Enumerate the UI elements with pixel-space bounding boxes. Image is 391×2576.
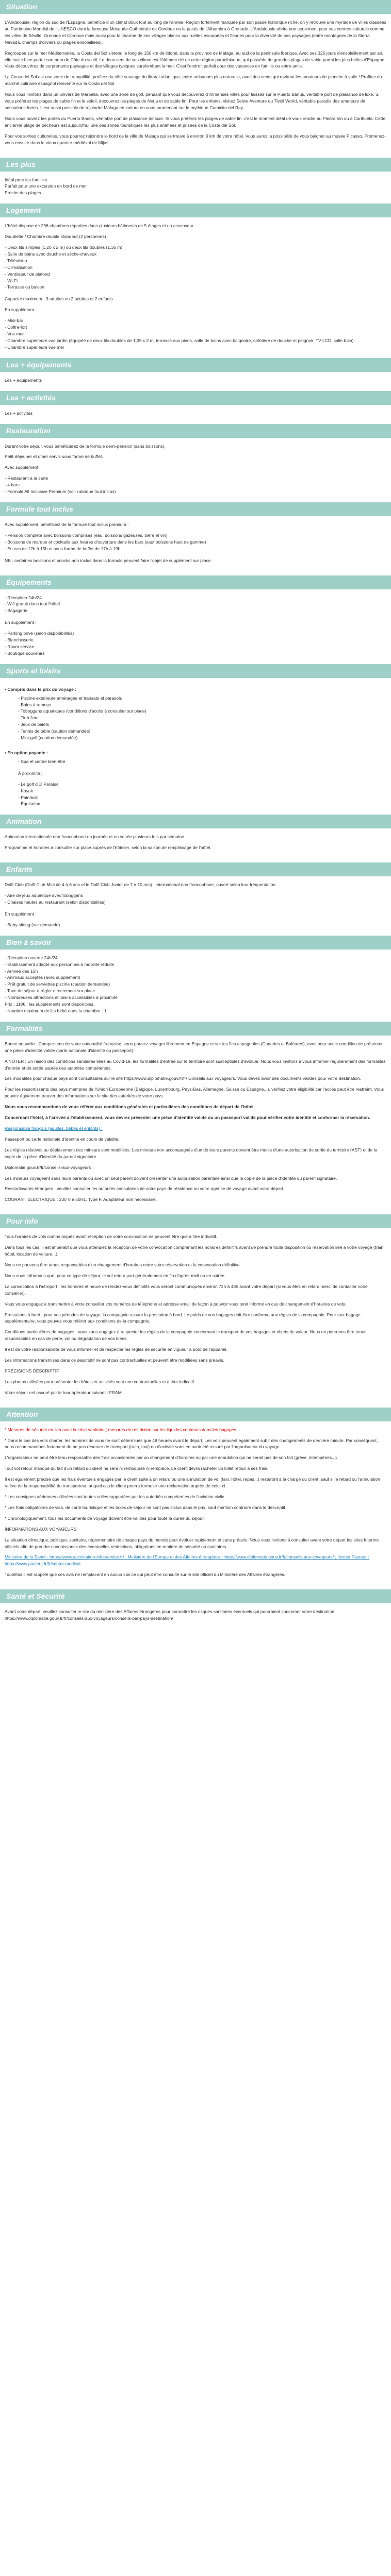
attention-warning: * Mesures de sécurité en lien avec la crise sanitaire ; mesures de restriction sur les liquides contenus dans les bagages [5, 1427, 236, 1432]
situation-paragraph: Nous vous ouvrez les portes du Puerto Banús, véritable port de plaisance de luxe. Si vous préférez les plages de sable fin, c'est le moment idéal de vous rendre au Piedra Inn ou à Carihuela. Cette ancienne plage de pêcheurs est aujourd'hui une des zones touristiques les plus animées et prisées de la Costa del Sol. [5, 115, 386, 128]
list-item: - Climatisation [5, 264, 32, 270]
sports-heading-text: En option payante : [7, 750, 48, 755]
list-item: - Arrivée dès 15h [5, 968, 38, 974]
enfants-section [0, 876, 391, 936]
pourinfo-paragraph: Votre séjour est assuré par le tour opérateur suivant : FRAM [5, 1389, 122, 1395]
list-item: - Établissement adapté aux personnes à mobilité réduite [5, 961, 115, 967]
logement-paragraph: Doublette / Chambre double standard (2 personnes) : [5, 234, 109, 240]
attention-paragraph: * Chronologiquement, tous les documents de voyage doivent être valides pour toute la durée du séjour. [5, 1515, 205, 1521]
list-item: - Restaurant à la carte [5, 476, 48, 481]
formalites-paragraph: Ressortissants étrangers : veuillez consulter les autorités consulaires de votre pays de résidence ou votre agence de voyage avant votre départ. [5, 1186, 285, 1192]
pourinfo-paragraph: Les photos utilisées pour présenter les hôtels et activités sont non contractuelles et à titre indicatif. [5, 1379, 196, 1384]
list-item: - Room service [5, 643, 35, 649]
sante-paragraph: Avant votre départ, veuillez consulter le site du ministère des Affaires étrangères pour connaître les risques sanitaires éventuels qui pourraient concerner votre destination : https://www.diplomatie.gouv.fr/fr/conseils-aux-voyageurs/conseils-par-pays-destination/ [5, 1609, 337, 1621]
section-banner-formalites: Formalités [0, 1022, 391, 1036]
list-item: - Coffre-fort [5, 325, 27, 330]
list-item: - Chaises hautes au restaurant (selon disponibilités) [5, 899, 106, 905]
list-item: Idéal pour les familles [5, 177, 47, 182]
section-banner-bien: Bien à savoir [0, 936, 391, 950]
list-item: Les + équipements [5, 377, 42, 383]
list-item: - Ventilateur de plafond [5, 271, 50, 277]
list-item: - Mini-bar [5, 318, 23, 324]
section-banner-sante: Santé et Sécurité [0, 1589, 391, 1603]
list-item: - Deux lits simples (1,20 x 2 m) ou deux lits doubles (1,35 m) [5, 245, 123, 250]
formalites-paragraph: Les règles relatives au déplacement des mineurs sont modifiées. Les mineurs non accompagnés d'un de leurs parents doivent être munis d'une autorisation de sortie du territoire (AST) et de la copie de la pièce d'identité du parent signataire. [5, 1147, 378, 1159]
formalites-link[interactable]: Responsable français (adultes, bébés et enfants) : [5, 1126, 103, 1131]
attention-paragraph: Tout vol retour manqué du fait d'un retard du client ne sera ni remboursé ni remplacé. Le client devra racheter un billet retour à ses frais. [5, 1466, 269, 1471]
pourinfo-paragraph: Conditions particulières de bagages : vous vous engagez à respecter les règles de la compagnie concernant le transport de vos bagages et objets de valeur. Nous ne pourrions être tenus responsables en cas de perte, vol ou dégradation de vos biens. [5, 1329, 367, 1342]
sports-heading-option: • En option payante : [5, 750, 48, 755]
formule-paragraph: Avec supplément, bénéficiez de la formule tout inclus premium : [5, 521, 129, 527]
list-item: - Réception ouverte 24h/24 [5, 955, 58, 960]
list-item: - Boutique souvenirs [5, 650, 45, 656]
list-item: - Mini-golf (caution demandée) [18, 735, 78, 741]
pourinfo-section [0, 1228, 391, 1407]
pourinfo-paragraph: La convocation à l'aéroport : les horaires et heure de rendez-vous définitifs vous seront communiqués environ 72h à 48h avant votre départ (si vous êtes en retard merci de contacter votre conseiller). [5, 1283, 368, 1296]
situation-paragraph: Regroupée sur la mer Méditerranée, la Costa del Sol s'étend le long de 150 km de littoral, dans la province de Málaga, au sud de la péninsule Ibérique. Avec ses 325 jours d'ensoleillement par an, elle invite bien porter son nom de Côte du soleil. Le doux vent de ses climat est l'élément clé de cette région paradisiaque, qui possède de grandes plages de sable parmi les plus belles d'Espagne. Vous découvrirez de surprenants paysages et des villages typiques surplombant la mer. C'est l'endroit parfait pour des vacances en famille ou entre amis. [5, 50, 386, 69]
pourinfo-paragraph: Il est de votre responsabilité de vous informer et de respecter les règles de sécurité en vigueur à bord de l'appareil. [5, 1347, 228, 1352]
list-item: Parfait pour une excursion en bord de mer [5, 183, 87, 189]
plus-section [0, 172, 391, 204]
sports-heading-included: • Compris dans le prix du voyage : [5, 686, 77, 692]
attention-paragraph: Toutefois il est rappelé que ces avis ne remplacent en aucun cas ce qui peut être consulté sur le site officiel du Ministère des Affaires étrangères. [5, 1572, 285, 1578]
list-item: - Télévision [5, 258, 27, 263]
animation-paragraph: Animation internationale non francophone en journée et en soirée plusieurs fois par semaine. [5, 834, 186, 840]
situation-paragraph: La Costa del Sol est une zone de tranquillité, profitez du côté sauvage du littoral atlantique, entre artisanats plus naturelle, avec des vents qui raviront les amateurs de planche à voile ! Profitez du marché culinaire espagnol réinventé sur la Costa del Sol. [5, 74, 382, 87]
pourinfo-paragraph: Nous ne pouvons être tenus responsables d'un changement d'horaires entre votre réservation et la convocation définitive. [5, 1262, 241, 1267]
section-banner-sports: Sports et loisirs [0, 664, 391, 678]
list-item: - Animaux acceptés (avec supplément) [5, 975, 80, 980]
sports-paragraph: À proximité : [18, 770, 43, 776]
list-item: - Terrasse ou balcon [5, 284, 44, 290]
enfants-paragraph: En supplément : [5, 911, 37, 917]
formalites-paragraph: Pour les ressortissants des pays membres de l'Union Européenne (Belgique, Luxembourg, Pays-Bas, Allemagne, Suisse ou Espagne...), vérifiez votre éligibilité car l'accès peut être restreint. Vous pouvez également trouver des informations sur le site des autorités de votre pays. [5, 1087, 384, 1099]
enfants-paragraph: Dolfi Club (Dolfi Club Mini de 4 à 6 ans et le Dolfi Club Junior de 7 à 10 ans) : international non francophone, ouvert selon leur fréquentation. [5, 882, 277, 888]
list-item: - Parking privé (selon disponibilités) [5, 631, 74, 636]
sante-section [0, 1603, 391, 1633]
attention-links[interactable]: Ministère de la Santé : https://www.vaccination-info-service.fr/ ; Ministère de l'Europe et des Affaires étrangères : https://www.diplomatie.gouv.fr/fr/conseils-aux-voyageurs/ ; Institut Pasteur : https://www.pasteur.fr/fr/centre-medical [5, 1554, 369, 1567]
list-item: - Boissons de marque et cocktails aux heures d'ouverture dans les bars (sauf boissons haut de gamme) [5, 539, 206, 545]
pourinfo-paragraph: Prestations à bord : pour vos périodes de voyage, la compagnie assure la prestation à bord. Le poids de vos bagages doit être conforme aux règles de la compagnie. Pour tout bagage supplémentaire, vous pouvez vous référer aux conditions de la compagnie. [5, 1312, 361, 1324]
list-item: - Taxe de séjour à régler directement sur place [5, 988, 95, 994]
situation-section [0, 14, 391, 158]
section-banner-equipements: Les + équipements [0, 358, 391, 372]
list-item: - Bagagerie [5, 608, 27, 614]
list-item: - Prêt gratuit de serviettes piscine (caution demandée) [5, 981, 110, 987]
formalites-paragraph: Concernant l'hôtel, à l'arrivée à l'établissement, vous devrez présenter une pièce d'identité valide ou un passeport valide pour vérifier votre identité et conformer la réservation. [5, 1115, 370, 1121]
list-item: - Toboggans aquatiques (conditions d'accès à consulter sur place) [18, 708, 146, 714]
formalites-paragraph: Bonne nouvelle : Compte-tenu de votre nationalité française, vous pouvez voyager librement en Espagne et sur les îles espagnoles (Canaries et Baléares), avec pour seule condition de présenter une pièce d'identité valide (carte nationale d'identité ou passeport). [5, 1041, 383, 1053]
list-item: - Paintball [18, 794, 38, 800]
formalites-paragraph: Les modalités pour chaque pays sont consultables sur le site https://www.diplomatie.gouv.fr/fr/ Conseils aux voyageurs. Vous devez avoir des documents valides pour votre destination. [5, 1076, 362, 1081]
formalites-section [0, 1036, 391, 1214]
formalites-paragraph: A NOTER : En raison des conditions sanitaires liées au Covid-19, les formalités d'entrée sur le territoire sont susceptibles d'évoluer. Nous vous invitons à vous informer régulièrement des formalités d'entrée et de sortie auprès des autorités compétentes. [5, 1058, 386, 1071]
list-item: - Tir à l'arc [18, 715, 39, 721]
equipements-section [0, 372, 391, 391]
equip2-section [0, 589, 391, 664]
pourinfo-paragraph: PRÉCISIONS DESCRIPTIF [5, 1368, 59, 1374]
pourinfo-paragraph: Nous vous informons que, pour ce type de séjour, le vol retour part généralement en fin d'après-midi ou en soirée. [5, 1273, 226, 1278]
list-item: - Jeux de palets [18, 722, 50, 727]
section-banner-formule: Formule tout inclus [0, 502, 391, 516]
attention-paragraph: Il est également précisé que les frais éventuels engagés par le client suite à un retard ou une annulation de vol (taxi, hôtel, repas...) resteront à la charge du client, sauf si le retard ou l'annulation relève de la responsabilité du transporteur, auquel cas le client pourra formuler une réclamation auprès de celui-ci. [5, 1477, 380, 1489]
sports-section [0, 678, 391, 815]
list-item: - 4 bars [5, 482, 20, 488]
section-banner-restauration: Restauration [0, 424, 391, 438]
list-item: - Baby-sitting (sur demande) [5, 922, 60, 927]
attention-paragraph: La situation climatique, politique, sanitaire, réglementaire de chaque pays du monde peut évoluer rapidement et sans préavis. Nous vous invitons à consulter avant votre départ les sites Internet officiels afin de prendre connaissance des éventuelles restrictions, obligations en matière de sécurité ou sanitaires. [5, 1537, 379, 1549]
section-banner-equip2: Équipements [0, 575, 391, 589]
section-banner-logement: Logement [0, 204, 391, 217]
list-item: - Blanchisserie [5, 637, 34, 643]
logement-paragraph: En supplément : [5, 307, 37, 313]
restauration-paragraph: Petit-déjeuner et dîner servis sous forme de buffet. [5, 454, 103, 460]
section-banner-attention: Attention [0, 1408, 391, 1421]
list-item: Proche des plages [5, 190, 41, 196]
section-banner-animation: Animation [0, 815, 391, 828]
formule-paragraph: NB : certaines boissons et snacks non inclus dans la formule peuvent faire l'objet de supplément sur place. [5, 557, 212, 563]
pourinfo-paragraph: Tous horaires de vols communiqués avant réception de votre convocation ne peuvent être que à titre indicatif. [5, 1234, 218, 1240]
equip2-paragraph: En supplément : [5, 620, 37, 625]
restauration-paragraph: Durant votre séjour, vous bénéficierez de la formule demi-pension (sans boissons). [5, 443, 166, 449]
formalites-paragraph: Passeport ou carte nationale d'identité en cours de validité. [5, 1136, 120, 1142]
animation-section [0, 828, 391, 862]
bien-section [0, 950, 391, 1022]
list-item: - Équitation [18, 801, 40, 807]
list-item: - Salle de bains avec douche et sèche-cheveux [5, 251, 97, 257]
list-item: - Aire de jeux aquatique avec toboggans [5, 893, 83, 899]
attention-paragraph: INFORMATIONS AUX VOYAGEURS [5, 1526, 77, 1532]
formalites-paragraph: Nous vous recommandons de vous référer aux conditions générales et particulières des conditions de départ de l'hôtel. [5, 1104, 255, 1110]
restauration-paragraph: Avec supplément : [5, 465, 41, 470]
list-item: - Bains à remous [18, 702, 52, 707]
restauration-section [0, 438, 391, 502]
animation-paragraph: Programme et horaires à consulter sur place auprès de l'hôtelier, selon la saison de remplissage de l'hôtel. [5, 845, 211, 851]
attention-paragraph: * Dans le cas des vols charter, les horaires de vous ne sont déterminés que 48 heures avant le départ. Les vols peuvent également subir des changements de dernière minute. Par conséquent, nous recommandons fortement de ne pas réserver de transport (train, taxi) ou d'activité sans en avoir été assuré par l'organisateur du voyage. [5, 1437, 378, 1450]
list-item: Les + activités [5, 410, 33, 416]
list-item: - Vue mer [5, 331, 24, 336]
list-item: - Kayak [18, 788, 33, 793]
pourinfo-paragraph: Les informations transmises dans ce descriptif ne sont pas contractuelles et peuvent être modifiées sans préavis. [5, 1358, 224, 1363]
situation-paragraph: Nous vous invitons dans un univers de Marbella, avec une zone de golf, pendant que vous découvrirez d'immenses villes pour laissez sur le Puerto Banús, véritable port de plaisance de luxe. Si vous préférez les plages de sable fin et le soleil, découvrez les plages de Nerja et de sable fin. Pour les enfants, visitez Selwo Aventure ou Tivoli World, véritable paradis des amateurs de sensations fortes. Il est aussi possible de rejoindre Malaga en voiture en vous promenant sur le mythique Caminito del Rey. [5, 92, 380, 110]
list-item: - Wi-Fi [5, 278, 18, 283]
pourinfo-paragraph: Vous vous engagez à transmettre à votre conseiller vos numéros de téléphone et adresse email de façon à pouvoir vous tenir informé en cas de changement d'horaires de vols. [5, 1301, 347, 1307]
situation-paragraph: L'Andalousie, région du sud de l'Espagne, bénéficie d'un climat doux tout au long de l'année. Région fortement marquée par son passé historique riche, on y retrouve une myriade de villes classées au Patrimoine Mondial de l'UNESCO dont la fameuse Mosquée-Cathédrale de Cordoue ou le palais de l'Alhambra à Grenade. L'Andalousie abrite non seulement pour ses centres culturels comme les villes de Séville, Grenade et Cordoue mais aussi pour la charme de ses villages blancs aux ruelles escarpées et fleuries pour la diversité de ses paysages (entre montagnes de la Sierra Nevada, champs d'oliviers ou plages ensoleillées). [5, 20, 386, 45]
pourinfo-paragraph: Dans tous les cas, il est impératif que vous attendiez la réception de votre convocation comprenant les horaires définitifs avant de prendre toute disposition ou réservation liée à votre voyage (train, hôtel, location de voiture...). [5, 1245, 385, 1257]
section-banner-plus: Les plus [0, 158, 391, 172]
logement-section [0, 217, 391, 358]
list-item: Prix : 118€ : les suppléments sont disponibles. [5, 1002, 95, 1007]
sports-heading-text: Compris dans le prix du voyage : [7, 686, 77, 692]
list-item: - Formule All Inclusive Premium (voir rubrique tout inclus) [5, 489, 116, 495]
formalites-paragraph: COURANT ÉLECTRIQUE : 230 V à 50Hz. Type F. Adaptateur non nécessaire. [5, 1197, 157, 1202]
list-item: - Tennis de table (caution demandée) [18, 728, 91, 734]
section-banner-enfants: Enfants [0, 862, 391, 876]
attention-section [0, 1421, 391, 1590]
list-item: - Chambre supérieure vue mer [5, 344, 64, 350]
list-item: - Spa et centre bien-être [18, 758, 66, 764]
formalites-paragraph: Diplomatie.gouv.fr/fr/conseils-aux-voyageurs [5, 1164, 91, 1170]
list-item: - Wifi gratuit dans tout l'hôtel [5, 601, 60, 607]
attention-paragraph: * Les consignes aériennes utilisées sont toutes celles rapportées par les autorités compétentes de l'aviation civile. [5, 1494, 226, 1499]
activites-section [0, 405, 391, 424]
list-item: - Chambre supérieure vue jardin (équipée de deux lits doubles de 1,35 x 2 m, terrasse aux pieds, salle de bains avec baignoire, cafetière de douche et peignoir, TV LCD, salle bain). [5, 337, 355, 343]
list-item: - Le golf d'El Paraíso [18, 781, 59, 787]
logement-paragraph: L'hôtel dispose de 296 chambres réparties dans plusieurs bâtiments de 5 étages et un ascenseur. [5, 223, 194, 229]
situation-paragraph: Pour vos sorties culturelles, vous pourrez rejoindre le bord de la ville de Malaga qui se trouve à environ 6 km de votre hôtel. Vous aurez la possibilité de vous baigner au musée Picasso. Promenez-vous ensuite dans le vieux quartier médiéval de Mijas. [5, 133, 386, 145]
list-item: - Pension complète avec boissons comprises (eau, boissons gazeuses, bière et vin) [5, 532, 168, 538]
section-banner-activites: Les + activités [0, 391, 391, 405]
formule-section [0, 516, 391, 575]
attention-paragraph: * Les frais obligatoires de visa, de carte touristique et les taxes de séjour ne sont pas inclus dans le prix, sauf mention contraire dans le descriptif. [5, 1504, 287, 1510]
list-item: - Nombre maximum de lits bébé dans la chambre : 1 [5, 1008, 107, 1013]
list-item: - Réception 24h/24 [5, 595, 42, 600]
list-item: - Piscine extérieure aménagée et transats et parasols [18, 695, 122, 701]
attention-paragraph: L'organisateur ne peut être tenu responsable des frais occasionnés par un changement d'horaires ou par une annulation qui ne serait pas de son fait (grève, intempéries...). [5, 1455, 338, 1461]
section-banner-situation: Situation [0, 0, 391, 14]
list-item: - Nombreuses attractions et loisirs accessibles à proximité [5, 995, 118, 1001]
logement-paragraph: Capacité maximum : 3 adultes ou 2 adultes et 2 enfants [5, 296, 113, 302]
formalites-paragraph: Les mineurs voyageant sans leurs parents ou avec un seul parent doivent présenter une autorisation parentale ainsi que la copie de la pièce d'identité du parent signataire. [5, 1175, 337, 1181]
list-item: - En cas de 12h à 15h et sous forme de buffet de 17h à 19h [5, 546, 121, 551]
section-banner-pourinfo: Pour info [0, 1214, 391, 1228]
